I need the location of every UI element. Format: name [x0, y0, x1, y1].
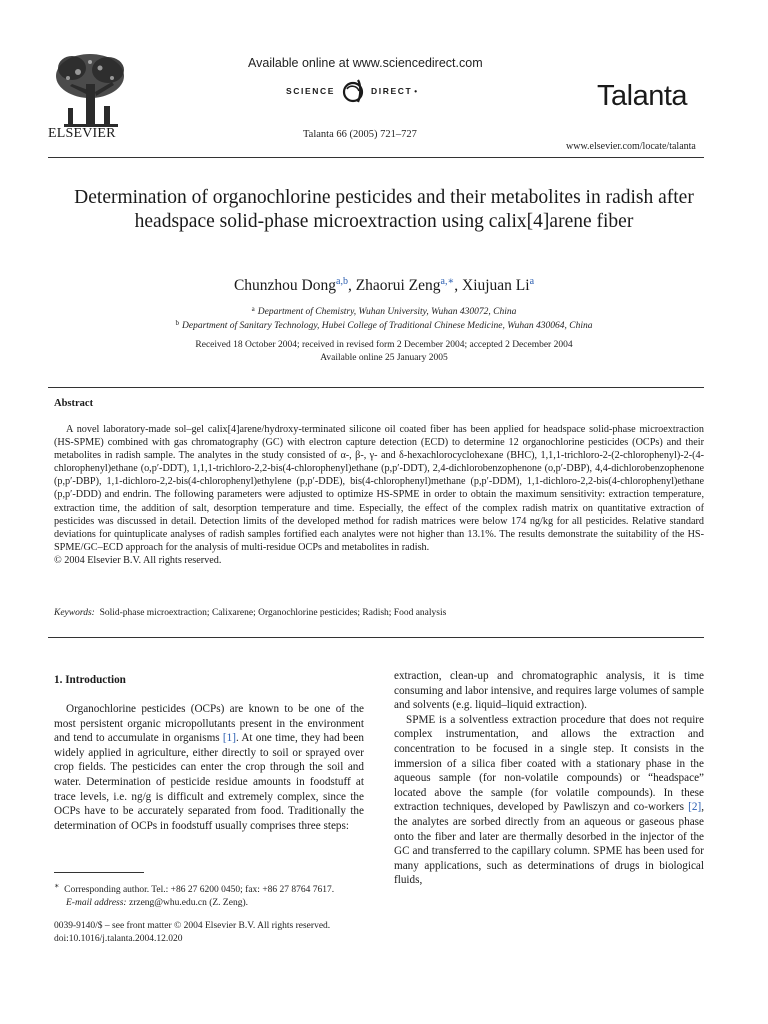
- paragraph-text: . At one time, they had been widely applied in agriculture, either directly to soil or sprayed over crop fields. The pesticides can enter the crop through the soil and water. Determination of pesticide residue amounts in foodstuff at trace levels, i.e. ng/g is difficult and extremely complex, since the OCPs have to be accurately separated from food. Traditionally the determination of OCPs in foodstuff usually comprises three steps:: [54, 732, 365, 832]
- author-name[interactable]: Zhaorui Zeng: [355, 277, 441, 294]
- doi[interactable]: doi:10.1016/j.talanta.2004.12.020: [54, 934, 183, 944]
- author-affiliation-mark[interactable]: a: [529, 276, 535, 287]
- abstract-body: [54, 423, 704, 567]
- paragraph-text: Organochlorine pesticides (OCPs) are known to be one of the most persistent organic micropollutants present in the environment and tend to accumulate in organisms: [54, 703, 364, 745]
- footnote-text: Corresponding author. Tel.: +86 27 6200 0450; fax: +86 27 8764 7617.: [64, 885, 335, 896]
- header-divider: [48, 157, 704, 158]
- author-separator: ,: [347, 277, 356, 294]
- issn-copyright: 0039-9140/$ – see front matter © 2004 Elsevier B.V. All rights reserved.: [54, 921, 331, 931]
- author-name[interactable]: Chunzhou Dong: [233, 277, 336, 294]
- available-online-text[interactable]: Available online at www.sciencedirect.com: [248, 56, 483, 70]
- citation-link[interactable]: [1]: [222, 732, 236, 745]
- affiliation-text: Department of Chemistry, Wuhan University, Wuhan 430072, China: [257, 307, 517, 317]
- sd-mark: •: [414, 86, 419, 96]
- email-address[interactable]: zrzeng@whu.edu.cn (Z. Zeng).: [128, 897, 248, 908]
- sd-left-text: SCIENCE: [286, 86, 335, 96]
- affiliation-a: [60, 305, 708, 317]
- keywords-label: Keywords:: [54, 608, 95, 618]
- left-column: [54, 702, 364, 833]
- sciencedirect-d-icon: [339, 77, 367, 105]
- paragraph: [54, 702, 364, 833]
- publisher-name: ELSEVIER: [48, 126, 116, 141]
- section-heading-introduction: 1. Introduction: [54, 674, 126, 686]
- right-column: [394, 669, 704, 888]
- keywords-text: Solid-phase microextraction; Calixarene; Organochlorine pesticides; Radish; Food analysis: [99, 608, 447, 618]
- author-separator: ,: [454, 277, 462, 294]
- abstract-copyright: © 2004 Elsevier B.V. All rights reserved.: [54, 554, 222, 566]
- received-dates: Received 18 October 2004; received in revised form 2 December 2004; accepted 2 December 2004: [195, 340, 573, 350]
- journal-citation: Talanta 66 (2005) 721–727: [303, 129, 417, 140]
- sd-right-text: DIRECT: [371, 86, 413, 96]
- author-affiliation-mark[interactable]: a,b: [336, 276, 348, 287]
- affiliation-b: [60, 319, 708, 331]
- abstract-top-divider: [48, 387, 704, 388]
- citation-link[interactable]: [2]: [688, 801, 702, 814]
- journal-url[interactable]: www.elsevier.com/locate/talanta: [566, 141, 696, 152]
- paragraph-text: SPME is a solventless extraction procedure that does not require complex instrumentation, and allows the extraction and concentration to be focused in a single step. It consists in the immersion of a silica fiber coated with a stationary phase in the aqueous sample (for non-volatile compounds) or “headspace” located above the sample (for volatile compounds). In these extraction techniques, developed by Pawliszyn and co-workers: [394, 713, 704, 814]
- author-name[interactable]: Xiujuan Li: [462, 277, 530, 294]
- paragraph: extraction, clean-up and chromatographic analysis, it is time consuming and labor intensive, and requires large volumes of sample and solvents (e.g. liquid–liquid extraction).: [394, 670, 704, 712]
- journal-name: Talanta: [597, 80, 688, 112]
- paragraph-text: , the analytes are sorbed directly from an aqueous or gaseous phase onto the fiber and later are thermally desorbed in the injector of the GC and transferred to the capillary column. SPME has been used for many applications, such as determinations of drugs in biological fluids,: [394, 801, 704, 887]
- affiliation-mark: a: [251, 305, 255, 313]
- author-list: [60, 276, 708, 295]
- affiliation-mark: b: [175, 319, 179, 327]
- affiliation-text: Department of Sanitary Technology, Hubei College of Traditional Chinese Medicine, Wuhan 430064, China: [182, 321, 593, 331]
- paper-title: Determination of organochlorine pesticides and their metabolites in radish after headspace solid-phase microextraction using calix[4]arene fiber: [74, 187, 694, 232]
- footnote-mark: ∗: [54, 881, 60, 890]
- paragraph: [394, 713, 704, 888]
- abstract-heading: Abstract: [54, 398, 94, 409]
- keywords: [54, 608, 704, 618]
- author-affiliation-mark[interactable]: a,∗: [440, 276, 455, 287]
- footnote-divider: [54, 872, 144, 873]
- abstract-bottom-divider: [48, 637, 704, 638]
- available-online-date: Available online 25 January 2005: [320, 353, 448, 363]
- corresponding-author-footnote: [54, 880, 374, 909]
- sciencedirect-logo: [286, 77, 419, 105]
- email-label: E-mail address:: [66, 897, 127, 908]
- abstract-text: A novel laboratory-made sol–gel calix[4]arene/hydroxy-terminated silicone oil coated fiber has been applied for headspace solid-phase microextraction (HS-SPME) combined with gas chromatography (GC) with electron capture detection (ECD) to determine 12 organochlorine pesticides (OCPs) and their metabolites in radish sample. The analytes in the study consisted of α-, β-, γ- and δ-hexachlorocyclohexane (BHC), 1,1,1-trichloro-2-(2-chlorophenyl)-2-(4-chlorophenyl)ethane (o,p′-DDT), 1,1,1-trichloro-2,2-bis(4-chlorophenyl)ethane (p,p′-DDT), 2,4-dichlorobenzophenone (o,p′-DBP), 4,4-dichlorobenzophenone (p,p′-DBP), 1,1-dichloro-2,2-bis(4-chlorophenyl)ethylene (p,p′-DDE), bis(4-chlorophenyl)methane (p,p′-DDM), 1,1-dichloro-2,2-bis(4-chlorophenyl)ethane (p,p′-DDD) and endrin. The following parameters were adjusted to optimize HS-SPME in order to obtain the maximum sensitivity: extraction temperature, extraction time, the addition of salt, desorption temperature and time. Especially, the effect of the complex radish matrix on quantitative extraction of pesticides was discussed in detail. Detection limits of the developed method for radish matrices were below 174 ng/kg for all pesticides. Relative standard deviations for quintuplicate analyses of radish samples fortified each analytes were not higher than 13.1%. The results demonstrate the suitability of the HS-SPME/GC–ECD approach for the analysis of multi-residue OCPs and metabolites in radish.: [54, 424, 704, 553]
